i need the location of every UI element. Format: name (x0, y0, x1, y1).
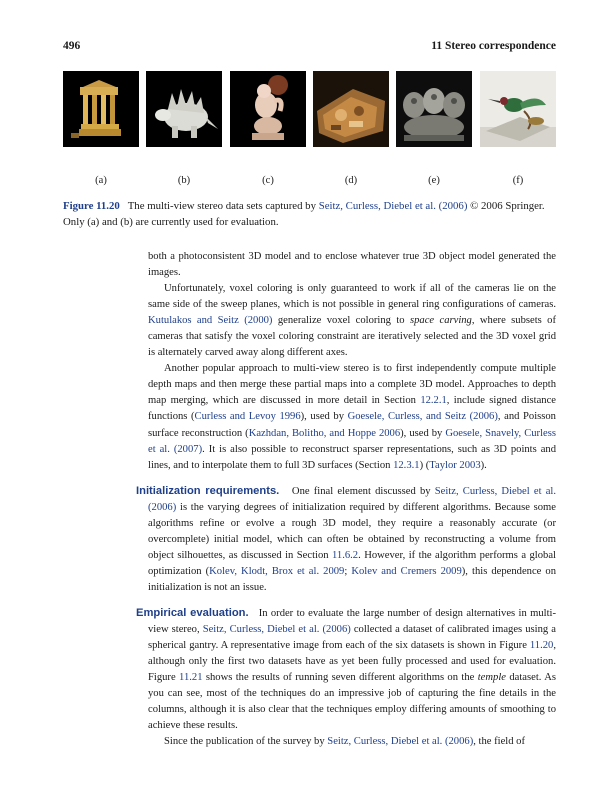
text: ), this dependence on initialization is not an issue. (148, 565, 557, 593)
temple-model-image (63, 71, 139, 147)
text: . It is also possible to reconstruct sparser representations, such as 3D points and lines, and to interpolate them to full 3D surfaces (Section (148, 443, 557, 471)
paragraph (148, 361, 556, 473)
label-b: (b) (177, 175, 191, 186)
text: shows the results of running seven different algorithms on the (205, 672, 475, 684)
section-heading: Empirical evaluation. (136, 606, 249, 619)
text: generalize voxel coloring to (277, 315, 405, 327)
text: . However, if the algorithm performs a global optimization ( (148, 549, 556, 577)
cherub-bird-figurine-image (230, 71, 306, 147)
text: Since the publication of the survey by (164, 736, 325, 748)
text: ) ( (419, 459, 430, 471)
text: ), used by (400, 427, 443, 439)
text: is the varying degrees of initialization required by different algorithms. Because some algorithms refine or evolve a rough 3D model, they require a reasonably accurate (or overcomplete) initial model, which can often be obtained by reconstructing a volume from object silhouettes, as discussed in Section (148, 501, 557, 561)
citation-link[interactable]: Curless and Levoy 1996 (194, 411, 301, 423)
main-text (136, 249, 557, 750)
citation-link[interactable]: Seitz, Curless, Diebel et al. (2006) (202, 624, 351, 636)
section-link[interactable]: 11.6.2 (332, 549, 359, 561)
emphasis: space carving (409, 315, 472, 327)
section-heading: Initialization requirements. (136, 484, 280, 497)
citation-link[interactable]: Goesele, Curless, and Seitz (2006) (347, 411, 498, 423)
figure-number: Figure 11.20 (63, 200, 120, 212)
caption-text: The multi-view stereo data sets captured by (127, 200, 316, 212)
running-title: 11 Stereo correspondence (431, 40, 556, 52)
text: ), used by (300, 411, 345, 423)
page-header (63, 40, 556, 56)
citation-link[interactable]: Kolev and Cremers 2009 (351, 565, 462, 577)
citation-link[interactable]: Seitz, Curless, Diebel et al. (2006) (148, 485, 557, 513)
page-number: 496 (63, 40, 81, 52)
section-link[interactable]: 12.2.1 (420, 395, 447, 407)
dinosaur-model-image (146, 71, 222, 147)
text: , where subsets of cameras that satisfy the voxel coloring constraint are iteratively selected and the 3D voxel grid is alternately carved away along different axes. (148, 315, 556, 359)
label-d: (d) (344, 175, 358, 186)
text: ). (480, 459, 487, 471)
figure-caption (63, 198, 558, 230)
caption-copyright: © 2006 Springer. (470, 200, 545, 212)
paragraph (148, 734, 556, 750)
text: , and Poisson surface reconstruction ( (148, 411, 556, 439)
citation-link[interactable]: Kazhdan, Bolitho, and Hoppe 2006 (248, 427, 401, 439)
citation-link[interactable]: Kutulakos and Seitz (2000) (148, 315, 273, 327)
text: , the field of (473, 736, 526, 748)
citation-link[interactable]: Kolev, Klodt, Brox et al. 2009 (209, 565, 345, 577)
citation-link[interactable]: Goesele, Snavely, Curless et al. (2007) (148, 427, 556, 455)
caption-note: Only (a) and (b) are currently used for evaluation. (63, 216, 279, 228)
paragraph (148, 281, 556, 361)
section-link[interactable]: 12.3.1 (393, 459, 420, 471)
emphasis: temple (477, 672, 506, 684)
text: Unfortunately, voxel coloring is only guaranteed to work if all of the cameras lie on the same side of the sweep planes, which is not possible in general ring configurations of cameras. (148, 283, 556, 311)
paragraph (148, 249, 556, 281)
text: , although only the first two datasets have as yet been fully processed and used for evaluation. Figure (148, 640, 557, 684)
label-a: (a) (95, 175, 107, 186)
figure-link[interactable]: 11.20 (529, 640, 554, 652)
text: collected a dataset of calibrated images using a spherical gantry. A representative image from each of the six datasets is shown in Figure (148, 624, 556, 652)
caption-citation[interactable]: Seitz, Curless, Diebel et al. (2006) (318, 200, 468, 212)
citation-link[interactable]: Taylor 2003 (429, 459, 481, 471)
text: dataset. As you can see, most of the techniques do an impressive job of capturing the fine details in the columns, although it is also clear that the techniques employ differing amounts of smoothing to achieve these results. (148, 672, 556, 732)
text: In order to evaluate the large number of design alternatives in multi-view stereo, (148, 607, 556, 636)
toy-scene-image (313, 71, 389, 147)
paragraph (136, 605, 557, 734)
citation-link[interactable]: Seitz, Curless, Diebel et al. (2006) (327, 736, 474, 748)
text: both a photoconsistent 3D model and to enclose whatever true 3D object model generated the images. (148, 251, 556, 279)
figure-link[interactable]: 11.21 (179, 672, 203, 684)
text: ; (344, 565, 348, 577)
bird-figurine-image (480, 71, 556, 147)
paragraph (136, 483, 557, 596)
label-e: (e) (428, 175, 440, 186)
text: , include signed distance functions ( (148, 395, 556, 423)
label-c: (c) (262, 175, 274, 186)
label-f: (f) (512, 175, 524, 186)
text: One final element discussed by (291, 485, 431, 497)
three-monkeys-figurine-image (396, 71, 472, 147)
figure-thumbnails (63, 71, 556, 186)
text: Another popular approach to multi-view stereo is to first independently compute multiple depth maps and then merge these partial maps into a complete 3D model. Approaches to depth map merging, which are discussed in more detail in Section (148, 363, 556, 407)
